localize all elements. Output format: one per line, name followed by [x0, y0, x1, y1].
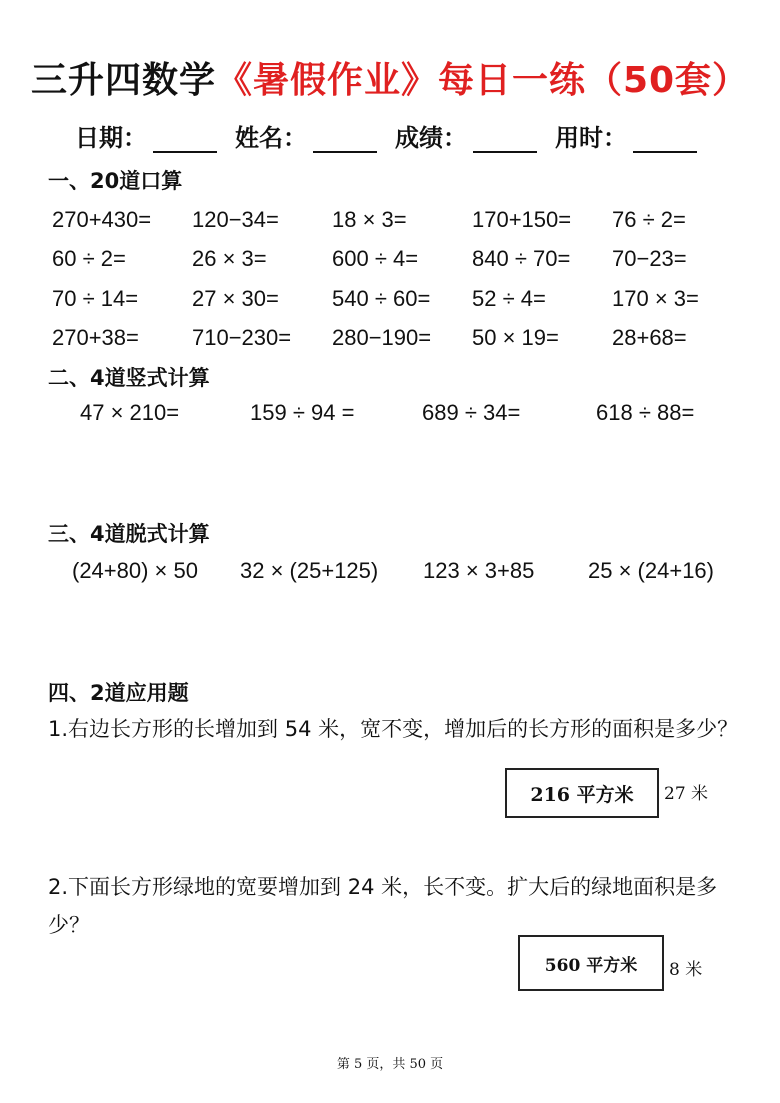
title-main: 三升四数学: [30, 60, 216, 101]
time-field: [555, 118, 697, 153]
stepwise-item: 25 × (24+16): [588, 558, 714, 583]
name-label: 姓名：: [235, 124, 307, 152]
oral-item: 540 ÷ 60=: [332, 285, 431, 311]
oral-item: 76 ÷ 2=: [612, 206, 686, 232]
stepwise-item: 123 × 3+85: [423, 558, 535, 583]
date-field: [75, 118, 217, 153]
oral-item: 120−34=: [192, 206, 279, 232]
name-blank: [313, 125, 377, 153]
stepwise-item: (24+80) × 50: [72, 558, 198, 583]
section3-heading: 三、4道脱式计算: [48, 522, 210, 546]
info-bar: [75, 118, 715, 153]
oral-row: [52, 319, 752, 359]
time-blank: [633, 125, 697, 153]
oral-item: 26 × 3=: [192, 246, 267, 272]
rectangle-1: 216 平方米: [505, 768, 659, 818]
title-highlight: 《暑假作业》每日一练（50套）: [215, 60, 750, 101]
oral-row: [52, 200, 752, 240]
score-blank: [473, 125, 537, 153]
oral-calc-grid: [52, 200, 752, 358]
oral-item: 70−23=: [612, 246, 687, 272]
time-label: 用时：: [555, 124, 627, 152]
oral-item: 52 ÷ 4=: [472, 285, 546, 311]
oral-item: 60 ÷ 2=: [52, 246, 126, 272]
oral-item: 28+68=: [612, 325, 687, 351]
vertical-calc-row: [80, 400, 716, 426]
oral-item: 280−190=: [332, 325, 432, 351]
oral-item: 18 × 3=: [332, 206, 407, 232]
stepwise-item: 32 × (25+125): [240, 558, 379, 583]
stepwise-calc-row: [72, 558, 713, 584]
word-problem-1: 1.右边长方形的长增加到 54 米，宽不变，增加后的长方形的面积是多少？: [48, 717, 739, 741]
vertical-item: 159 ÷ 94 =: [250, 400, 355, 425]
date-blank: [153, 125, 217, 153]
vertical-item: 618 ÷ 88=: [596, 400, 695, 425]
oral-item: 27 × 30=: [192, 285, 279, 311]
vertical-item: 689 ÷ 34=: [422, 400, 521, 425]
rectangle-1-width: 27 米: [664, 784, 709, 804]
section4-heading: 四、2道应用题: [48, 681, 189, 705]
oral-item: 50 × 19=: [472, 325, 559, 351]
rectangle-2-width: 8 米: [669, 960, 703, 980]
oral-item: 170+150=: [472, 206, 572, 232]
oral-item: 170 × 3=: [612, 285, 699, 311]
page-title: [0, 52, 780, 103]
oral-row: [52, 279, 752, 319]
section1-heading: 一、20道口算: [48, 169, 183, 193]
oral-item: 270+38=: [52, 325, 139, 351]
oral-item: 70 ÷ 14=: [52, 285, 139, 311]
vertical-item: 47 × 210=: [80, 400, 180, 425]
oral-item: 600 ÷ 4=: [332, 246, 419, 272]
name-field: [235, 118, 377, 153]
oral-item: 840 ÷ 70=: [472, 246, 571, 272]
section2-heading: 二、4道竖式计算: [48, 366, 210, 390]
word-problem-2: 2.下面长方形绿地的宽要增加到 24 米，长不变。扩大后的绿地面积是多少？: [48, 875, 718, 937]
oral-item: 710−230=: [192, 325, 292, 351]
oral-item: 270+430=: [52, 206, 152, 232]
oral-row: [52, 240, 752, 280]
page-footer: 第 5 页，共 50 页: [336, 1057, 444, 1072]
rectangle-2: 560 平方米: [518, 935, 664, 991]
score-field: [395, 118, 537, 153]
date-label: 日期：: [75, 124, 147, 152]
score-label: 成绩：: [395, 124, 467, 152]
